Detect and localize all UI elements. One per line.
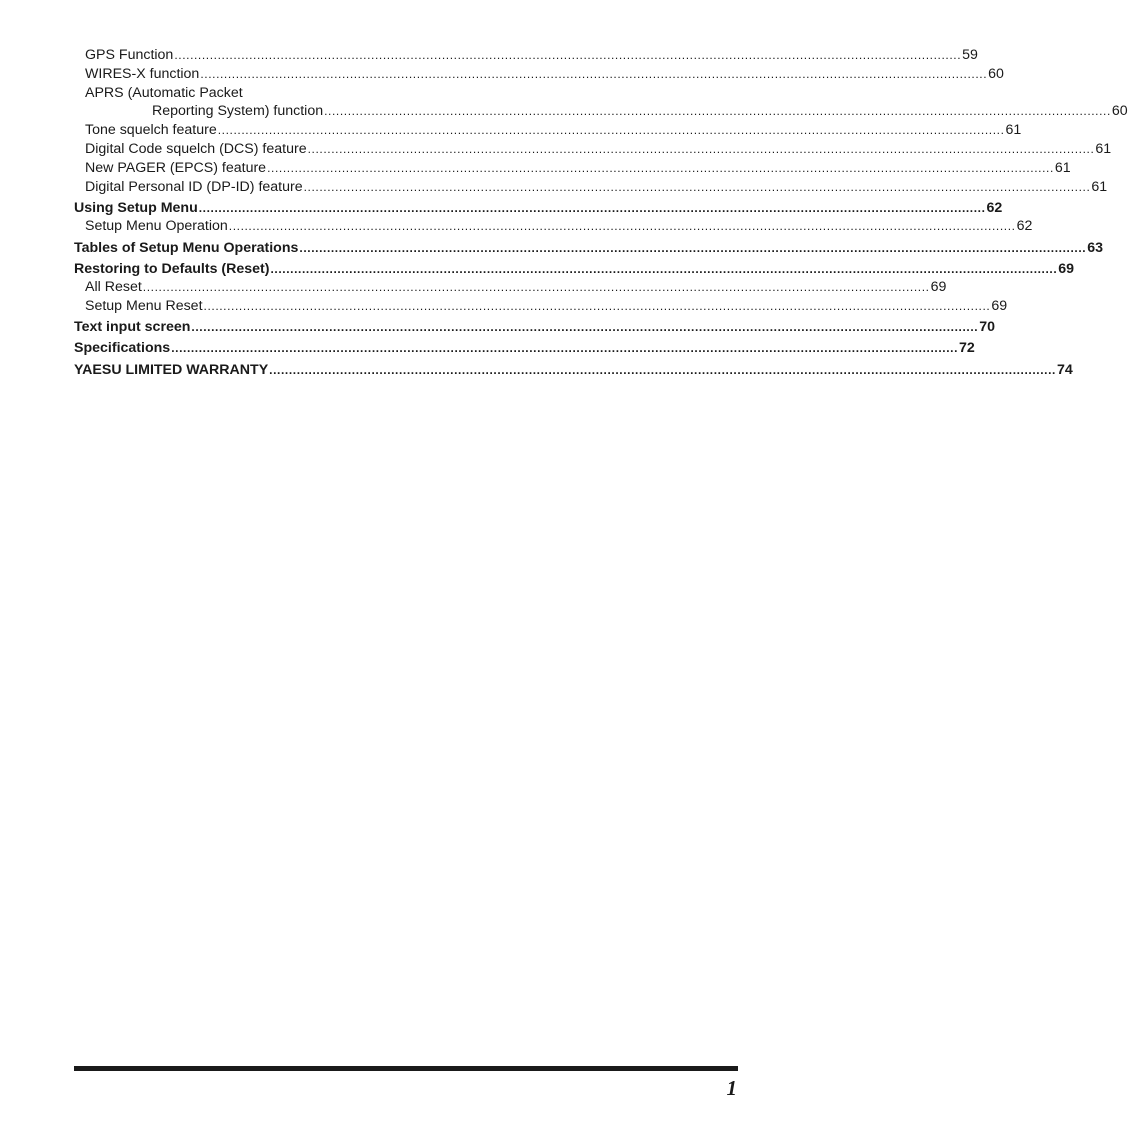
toc-entry-page: 63: [1087, 239, 1103, 256]
toc-leader-dots: ........................................................................................................................................................................................................: [228, 219, 1016, 234]
toc-entry-title: Tables of Setup Menu Operations: [74, 239, 299, 256]
toc-entry-page: 61: [1095, 140, 1112, 157]
toc-entry-title: Text input screen: [74, 319, 191, 336]
toc-entry-title: WIRES-X function: [85, 65, 200, 82]
toc-entry-dcs[interactable]: [74, 140, 1112, 159]
toc-entry-wires-x-function[interactable]: [74, 65, 1004, 84]
toc-entry-title: Restoring to Defaults (Reset): [74, 260, 270, 277]
toc-entry-page: 60: [988, 65, 1004, 82]
toc-entry-page: 69: [930, 279, 947, 296]
toc-entry-restoring-defaults[interactable]: [74, 260, 1075, 279]
toc-entry-title: New PAGER (EPCS) feature: [85, 159, 267, 176]
toc-entry-title: Setup Menu Operation: [85, 218, 228, 235]
toc-leader-dots: ........................................................................................................................................................................................................: [191, 320, 979, 335]
toc-entry-title: YAESU LIMITED WARRANTY: [74, 361, 269, 378]
toc-entry-specifications[interactable]: [74, 339, 975, 358]
toc-entry-page: 69: [1058, 260, 1075, 277]
toc-leader-dots: ........................................................................................................................................................................................................: [142, 280, 930, 295]
toc-entry-gps-function[interactable]: [74, 46, 978, 65]
toc-entry-tone-squelch[interactable]: [74, 121, 1022, 140]
toc-entry-title: GPS Function: [85, 47, 174, 63]
toc-entry-page: 61: [1054, 159, 1071, 176]
toc-entry-page: 69: [991, 298, 1008, 315]
toc-entry-using-setup-menu[interactable]: [74, 199, 1003, 218]
toc-entry-page: 59: [962, 47, 978, 63]
toc-leader-dots: ........................................................................................................................................................................................................: [203, 299, 991, 314]
toc-entry-page: 61: [1091, 178, 1108, 195]
toc-leader-dots: ........................................................................................................................................................................................................: [270, 261, 1058, 276]
toc-entry-aprs-function[interactable]: [74, 102, 1128, 121]
toc-entry-tables-of-setup-menu[interactable]: [74, 239, 1103, 258]
toc-entry-new-pager[interactable]: [74, 159, 1071, 178]
toc-leader-dots: ........................................................................................................................................................................................................: [200, 66, 988, 81]
toc-entry-title: Reporting System) function: [152, 103, 324, 120]
toc-entry-title: Digital Code squelch (DCS) feature: [85, 140, 307, 157]
page-number: 1: [726, 1076, 737, 1100]
toc-entry-page: 70: [979, 319, 995, 336]
toc-leader-dots: ........................................................................................................................................................................................................: [174, 48, 962, 62]
toc-entry-setup-menu-reset[interactable]: [74, 297, 1008, 316]
toc-entry-all-reset[interactable]: [74, 278, 947, 297]
toc-leader-dots: ........................................................................................................................................................................................................: [307, 141, 1095, 156]
toc-entry-title: Digital Personal ID (DP-ID) feature: [85, 178, 303, 195]
toc-leader-dots: ........................................................................................................................................................................................................: [171, 341, 958, 356]
toc-leader-dots: ........................................................................................................................................................................................................: [198, 200, 986, 215]
toc-entry-yaesu-limited-warranty[interactable]: [74, 361, 1073, 380]
toc-leader-dots: ........................................................................................................................................................................................................: [217, 123, 1005, 138]
toc-entry-title: Tone squelch feature: [85, 122, 217, 139]
toc-leader-dots: ........................................................................................................................................................................................................: [324, 104, 1111, 119]
toc-entry-aprs-line1[interactable]: APRS (Automatic Packet: [85, 84, 243, 101]
toc-entry-page: 61: [1005, 122, 1022, 139]
toc-entry-text-input-screen[interactable]: [74, 318, 995, 337]
toc-entry-dp-id[interactable]: [74, 178, 1108, 197]
toc-entry-title: Setup Menu Reset: [85, 298, 203, 315]
toc-leader-dots: ........................................................................................................................................................................................................: [299, 240, 1087, 255]
toc-entry-setup-menu-operation[interactable]: [74, 217, 1033, 236]
toc-entry-title: All Reset: [85, 279, 142, 296]
table-of-contents: [74, 46, 1128, 379]
toc-entry-page: 62: [1016, 218, 1033, 235]
toc-leader-dots: ........................................................................................................................................................................................................: [267, 160, 1054, 175]
toc-entry-page: 74: [1056, 361, 1073, 378]
toc-leader-dots: ........................................................................................................................................................................................................: [303, 179, 1091, 194]
toc-entry-page: 62: [986, 199, 1003, 216]
toc-entry-page: 72: [959, 340, 975, 357]
toc-entry-page: 60: [1111, 103, 1128, 120]
toc-entry-title: Specifications: [74, 340, 171, 357]
toc-entry-title: Using Setup Menu: [74, 199, 198, 216]
footer-rule: [74, 1066, 738, 1071]
toc-leader-dots: ........................................................................................................................................................................................................: [269, 362, 1056, 377]
